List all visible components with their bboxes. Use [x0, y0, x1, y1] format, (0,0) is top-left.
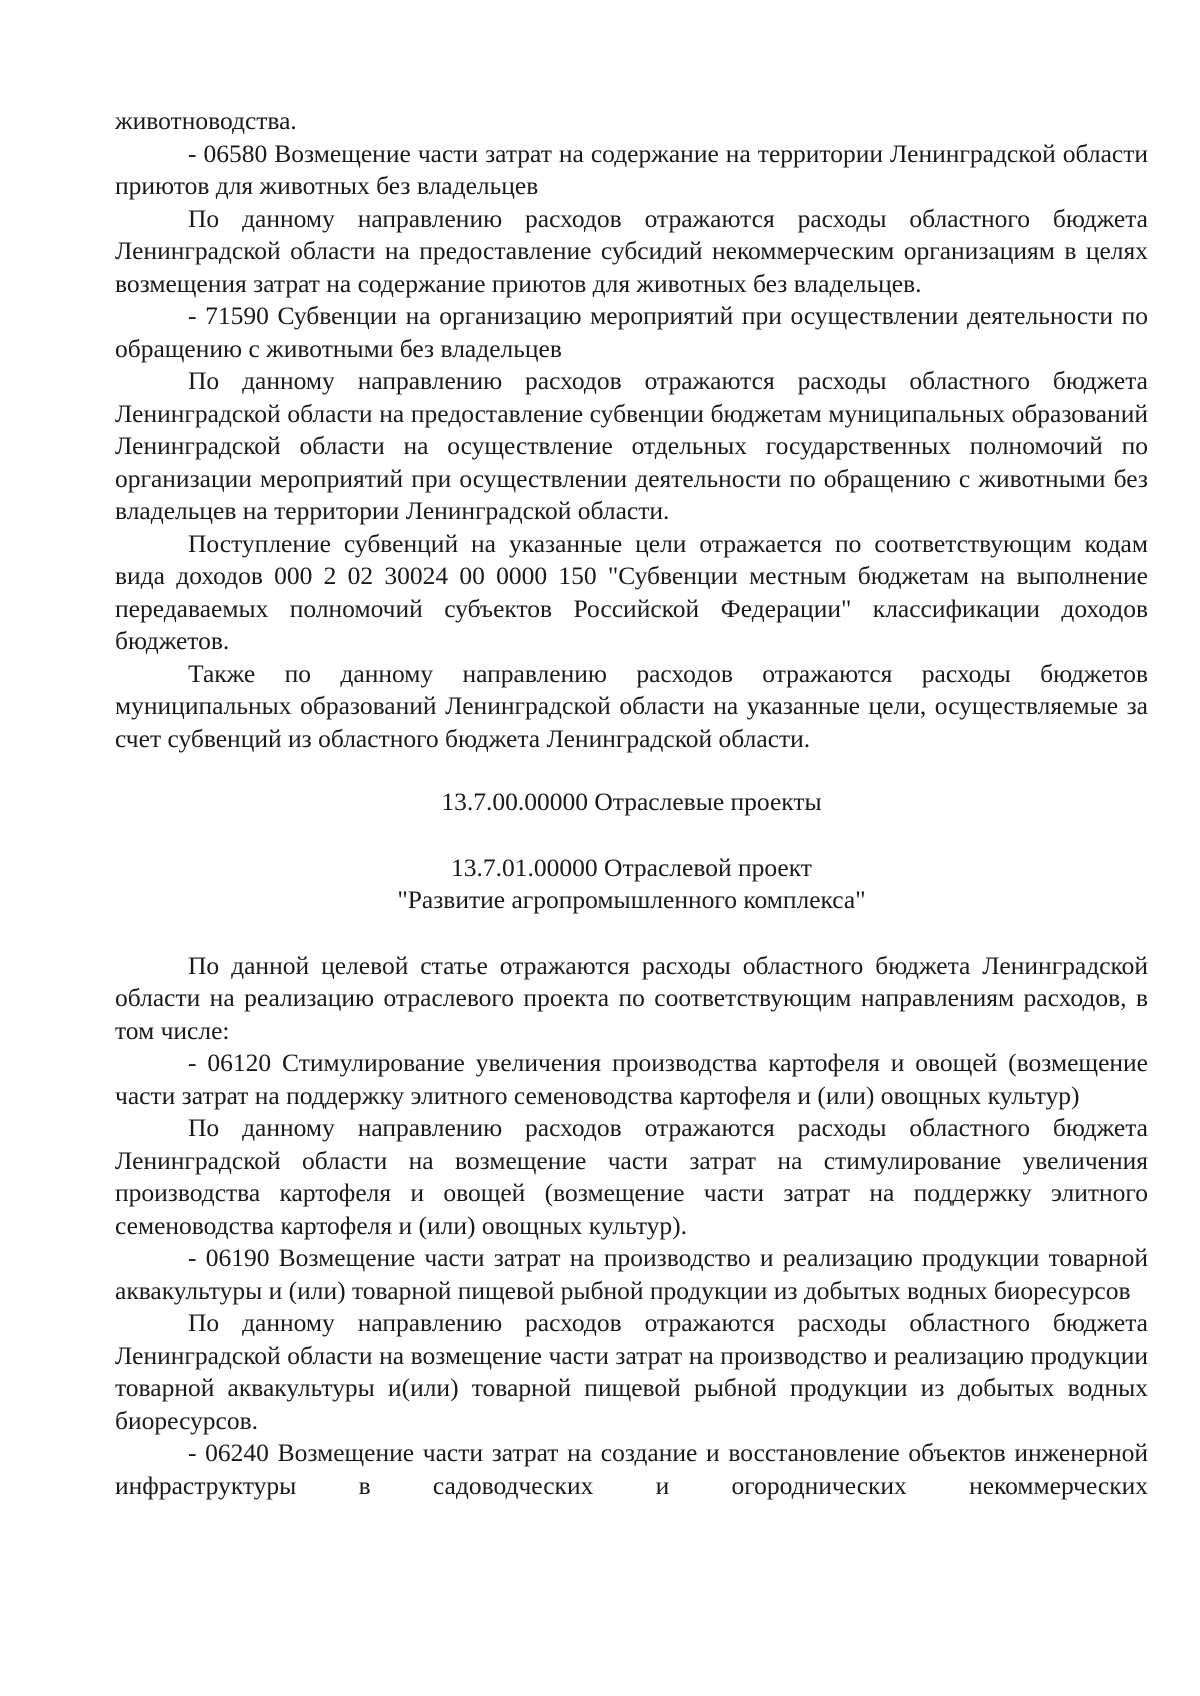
section-heading: 13.7.00.00000 Отраслевые проекты: [441, 787, 822, 816]
paragraphs-top: [115, 105, 1148, 755]
project-heading-line2: "Развитие агропромышленного комплекса": [397, 885, 866, 914]
paragraph: Поступление субвенций на указанные цели отражается по соответствующим кодам вида доходов 000 2 02 30024 00 0000 150 "Субвенции местным бюджетам на выполнение передаваемых полномочий субъектов Российской Федерации" классификации доходов бюджетов.: [115, 528, 1148, 655]
document-page: [115, 105, 1148, 1502]
project-heading: [115, 852, 1148, 917]
paragraph: По данному направлению расходов отражаются расходы областного бюджета Ленинградской области на предоставление субсидий некоммерческим организациям в целях возмещения затрат на содержание приютов для животных без владельцев.: [115, 203, 1148, 298]
paragraph: По данному направлению расходов отражаются расходы областного бюджета Ленинградской области на возмещение части затрат на стимулирование увеличения производства картофеля и овощей (возмещение части затрат на поддержку элитного семеноводства картофеля и (или) овощных культур).: [115, 1113, 1148, 1240]
paragraph: - 06580 Возмещение части затрат на содержание на территории Ленинградской области приютов для животных без владельцев: [115, 138, 1148, 200]
paragraph: животноводства.: [115, 106, 297, 135]
paragraph: По данной целевой статье отражаются расходы областного бюджета Ленинградской области на реализацию отраслевого проекта по соответствующим направлениям расходов, в том числе:: [115, 950, 1148, 1045]
paragraph: - 06120 Стимулирование увеличения производства картофеля и овощей (возмещение части затрат на поддержку элитного семеноводства картофеля и (или) овощных культур): [115, 1048, 1148, 1110]
project-heading-line1: 13.7.01.00000 Отраслевой проект: [451, 852, 812, 882]
paragraph: - 06190 Возмещение части затрат на производство и реализацию продукции товарной аквакультуры и (или) товарной пищевой рыбной продукции из добытых водных биоресурсов: [115, 1243, 1148, 1305]
paragraphs-bottom: [115, 950, 1148, 1503]
paragraph: По данному направлению расходов отражаются расходы областного бюджета Ленинградской области на возмещение части затрат на производство и реализацию продукции товарной аквакультуры и(или) товарной пищевой рыбной продукции из добытых водных биоресурсов.: [115, 1308, 1148, 1435]
paragraph: - 06240 Возмещение части затрат на создание и восстановление объектов инженерной инфраструктуры в садоводческих и огороднических некоммерческих: [115, 1438, 1148, 1500]
paragraph: - 71590 Субвенции на организацию мероприятий при осуществлении деятельности по обращению с животными без владельцев: [115, 301, 1148, 363]
paragraph: По данному направлению расходов отражаются расходы областного бюджета Ленинградской области на предоставление субвенции бюджетам муниципальных образований Ленинградской области на осуществление отдельных государственных полномочий по организации мероприятий при осуществлении деятельности по обращению с животными без владельцев на территории Ленинградской области.: [115, 366, 1148, 525]
paragraph: Также по данному направлению расходов отражаются расходы бюджетов муниципальных образований Ленинградской области на указанные цели, осуществляемые за счет субвенций из областного бюджета Ленинградской области.: [115, 658, 1148, 753]
